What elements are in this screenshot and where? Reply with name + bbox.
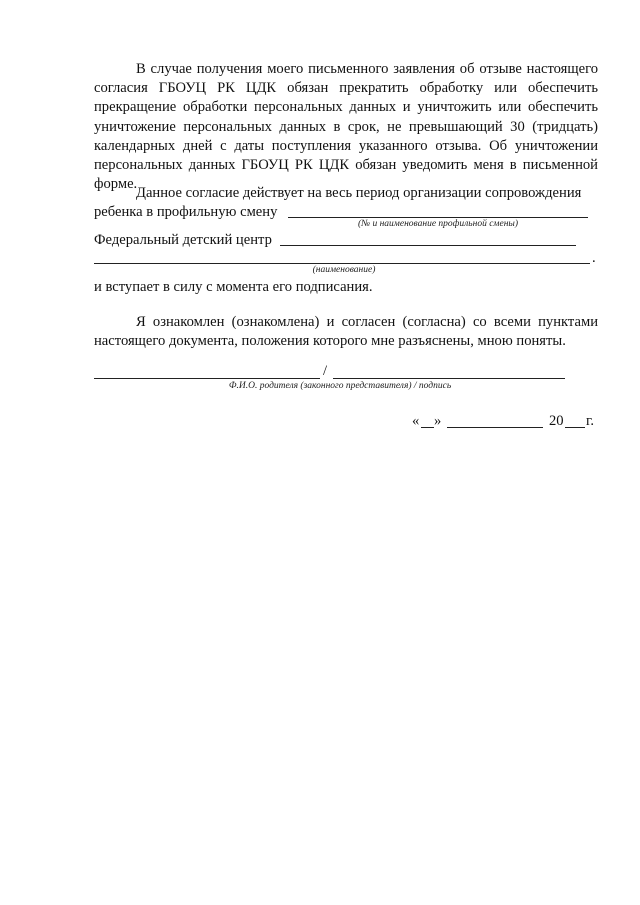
date-year-field[interactable] bbox=[565, 427, 585, 428]
validity-line-1: Данное согласие действует на весь период организации сопровождения bbox=[136, 185, 582, 201]
center-name-caption: (наименование) bbox=[312, 265, 376, 275]
center-field-part2[interactable] bbox=[94, 263, 590, 264]
validity-line-2: ребенка в профильную смену bbox=[94, 204, 278, 220]
signature-separator: / bbox=[323, 363, 328, 379]
acknowledgement-paragraph: Я ознакомлен (ознакомлена) и согласен (согласна) со всеми пунктами настоящего документа, положения которого мне разъяснены, мною поняты. bbox=[94, 314, 598, 350]
date-century: 20 bbox=[549, 413, 564, 429]
center-label: Федеральный детский центр bbox=[94, 232, 272, 248]
date-day-field[interactable] bbox=[421, 427, 434, 428]
date-year-suffix: г. bbox=[586, 413, 594, 429]
date-month-field[interactable] bbox=[447, 427, 543, 428]
end-period: . bbox=[592, 250, 596, 266]
shift-name-caption: (№ и наименование профильной смены) bbox=[357, 219, 519, 229]
signature-caption: Ф.И.О. родителя (законного представителя) / подпись bbox=[228, 381, 452, 391]
revocation-paragraph: В случае получения моего письменного заявления об отзыве настоящего согласия ГБОУЦ РК ЦДК обязан прекратить обработку или обеспечить прекращение обработки персональных данных и уничтожить или обеспечить уничтожение персональных данных в срок, не превышающий 30 (тридцать) календарных дней с даты поступления указанного отзыва. Об уничтожении персональных данных ГБОУЦ РК ЦДК обязан уведомить меня в письменной форме. bbox=[94, 61, 598, 193]
date-open-quote: « bbox=[412, 413, 420, 429]
signature-field[interactable] bbox=[333, 378, 565, 379]
shift-name-field[interactable] bbox=[288, 217, 588, 218]
center-field-part1[interactable] bbox=[280, 245, 576, 246]
effective-line: и вступает в силу с момента его подписания. bbox=[94, 279, 373, 295]
parent-name-field[interactable] bbox=[94, 378, 320, 379]
date-close-quote: » bbox=[434, 413, 442, 429]
